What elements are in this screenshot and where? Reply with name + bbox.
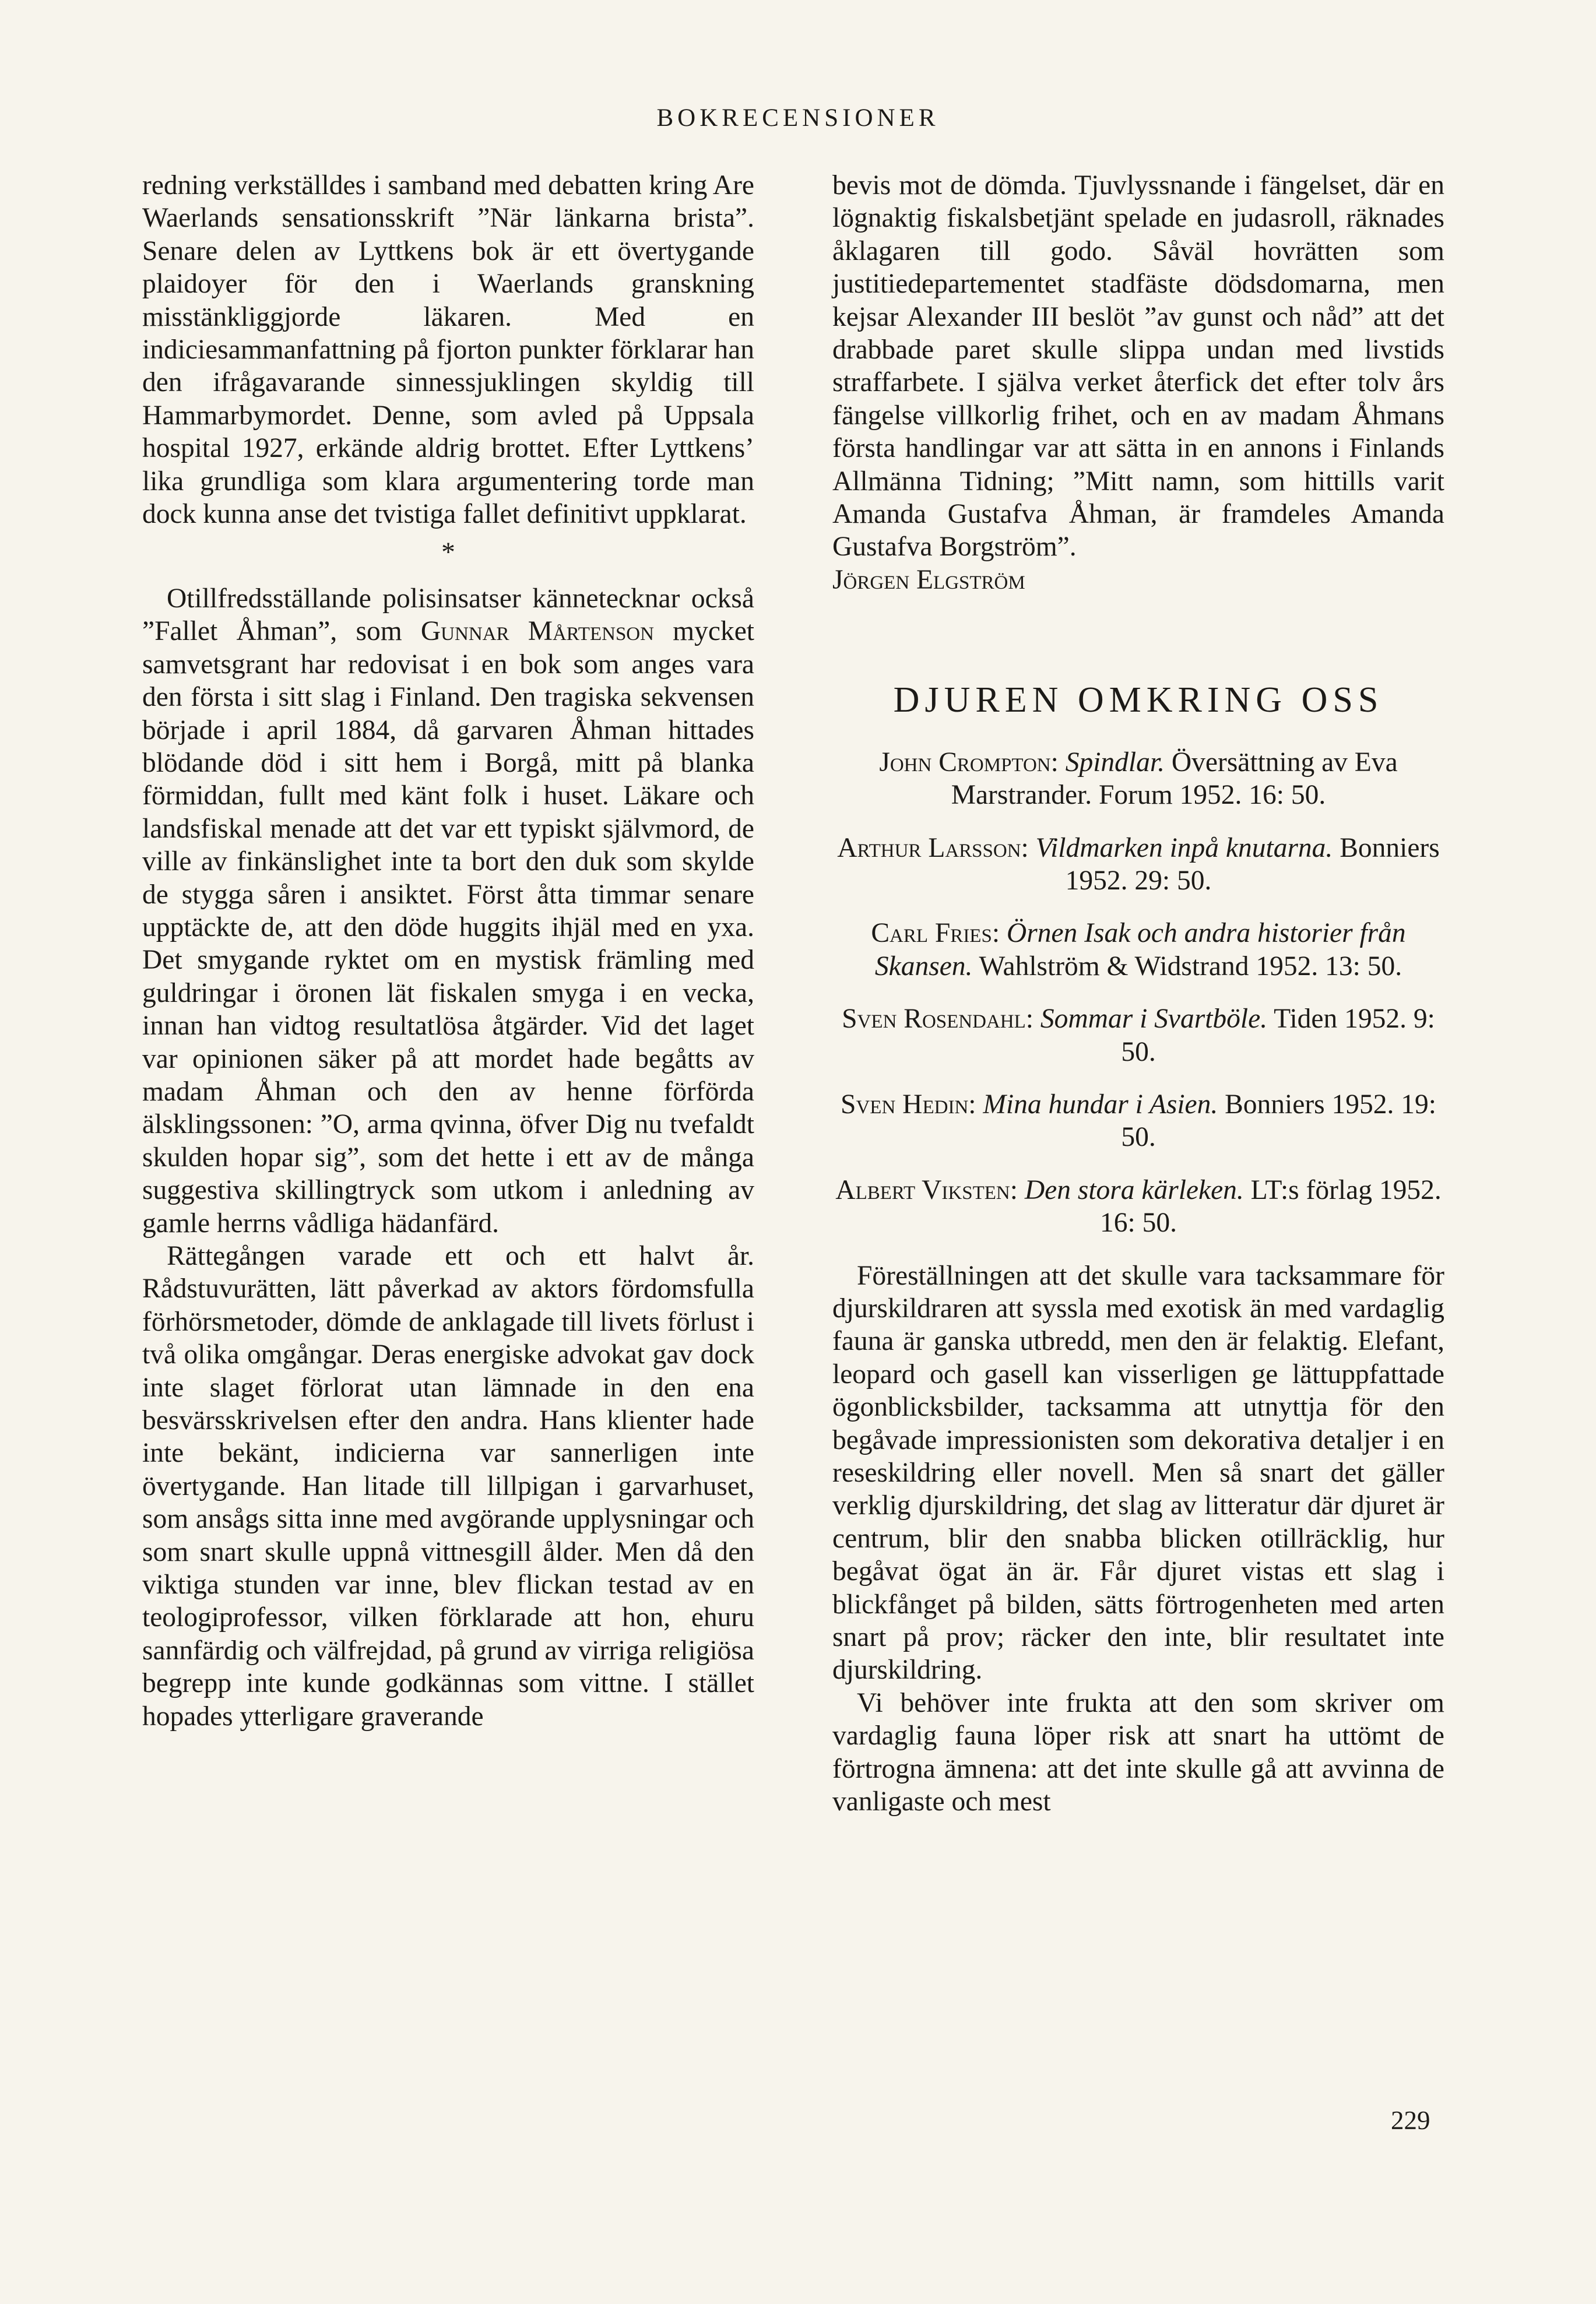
book-entry: Albert Viksten: Den stora kärleken. LT:s förlag 1952. 16: 50. — [835, 1174, 1442, 1239]
page-number: 229 — [1391, 2106, 1430, 2135]
book-author: Arthur Larsson — [837, 832, 1021, 863]
reviewed-author-name: Gunnar Mårtenson — [420, 616, 654, 647]
left-paragraph-3: Rättegången varade ett och ett halvt år. Rådstuvurätten, lätt påverkad av aktors fördomsfulla förhörsmetoder, dömde de anklagade till livets förlust i två olika omgångar. Deras energiske advokat gav dock inte slaget förlorat utan lämnade in den ena besvärsskrivelsen efter den andra. Hans klienter hade inte bekänt, indicierna var sannerligen inte övertygande. Han litade till lillpigan i garvarhuset, som ansågs sitta inne med avgörande upplysningar och som snart skulle uppnå vittnesgill ålder. Men då den viktiga stunden var inne, blev flickan testad av en teologiprofessor, vilken förklarade att hon, ehuru sannfärdig och välfrejdad, på grund av virriga religiösa begrepp inte kunde godkännas som vittne. I stället hopades ytterligare graverande — [142, 1241, 754, 1732]
book-details: Wahlström & Widstrand 1952. 13: 50. — [972, 951, 1402, 982]
book-title: Den stora kärleken. — [1024, 1174, 1244, 1205]
right-paragraph-3: Vi behöver inte frukta att den som skriver om vardaglig fauna löper risk att snart ha uttömt de förtrogna ämnena: att det inte skulle gå att avvinna de vanligaste och mest — [832, 1687, 1444, 1817]
book-details: Bonniers 1952. 19: 50. — [1121, 1089, 1436, 1153]
left-paragraph-2 — [142, 582, 754, 1240]
running-head: BOKRECENSIONER — [656, 104, 940, 132]
book-title: Vildmarken inpå knutarna. — [1035, 832, 1333, 863]
right-column — [832, 169, 1444, 1818]
left-column — [142, 169, 754, 1733]
book-entry: Arthur Larsson: Vildmarken inpå knutarna. Bonniers 1952. 29: 50. — [837, 832, 1440, 896]
book-details: Översättning av Eva Marstrander. Forum 1952. 16: 50. — [951, 747, 1398, 811]
book-entry: Carl Fries: Örnen Isak och andra historier från Skansen. Wahlström & Widstrand 1952. 13: 50. — [871, 918, 1406, 982]
book-entry: Sven Rosendahl: Sommar i Svartböle. Tiden 1952. 9: 50. — [842, 1004, 1435, 1067]
book-details: Bonniers 1952. 29: 50. — [1065, 832, 1440, 896]
book-title: Mina hundar i Asien. — [983, 1089, 1218, 1120]
book-author: Carl Fries — [871, 918, 992, 949]
book-title: Spindlar. — [1065, 747, 1165, 778]
book-author: Sven Hedin — [841, 1089, 969, 1120]
book-entry: Sven Hedin: Mina hundar i Asien. Bonniers 1952. 19: 50. — [841, 1089, 1436, 1153]
left-paragraph-2-text-a: Otillfredsställande polisinsatser kännetecknar också ”Fallet Åhman”, som — [142, 583, 754, 647]
book-author: Albert Viksten — [835, 1174, 1010, 1205]
right-paragraph-2: Föreställningen att det skulle vara tacksammare för djurskildraren att syssla med exotisk än med vardaglig fauna är ganska utbredd, men den är felaktig. Elefant, leopard och gasell kan visserligen ge lättuppfattade ögonblicksbilder, tacksamma att utnyttja för den begåvade impressionisten som dekorativa detaljer i en reseskildring eller novell. Men så snart det gäller verklig djurskildring, det slag av litteratur där djuret är centrum, blir den snabba blicken otillräcklig, hur begåvat ögat än är. Får djuret vistas ett slag i blickfånget på bilden, sätts förtrogenheten med arten snart på prov; räcker den inte, blir resultatet inte djurskildring. — [832, 1260, 1444, 1686]
signature-name: Jörgen Elgström — [832, 564, 1025, 595]
section-title: DJUREN OMKRING OSS — [893, 680, 1384, 720]
left-paragraph-1: redning verkställdes i samband med debatten kring Are Waerlands sensationsskrift ”När länkarna brista”. Senare delen av Lyttkens bok är ett övertygande plaidoyer för den i Waerlands granskning misstänkliggjorde läkaren. Med en indiciesammanfattning på fjorton punkter förklarar han den ifrågavarande sinnessjuklingen skyldig till Hammarbymordet. Denne, som avled på Uppsala hospital 1927, erkände aldrig brottet. Efter Lyttkens’ lika grundliga som klara argumentering torde man dock kunna anse det tvistiga fallet definitivt uppklarat. — [142, 170, 754, 530]
book-details: LT:s förlag 1952. 16: 50. — [1100, 1174, 1442, 1239]
book-title: Örnen Isak och andra historier från Skansen. — [874, 918, 1406, 982]
book-details: Tiden 1952. 9: 50. — [1121, 1004, 1435, 1067]
book-title: Sommar i Svartböle. — [1040, 1004, 1268, 1035]
review-signature — [832, 564, 1444, 596]
book-author: John Crompton — [879, 747, 1051, 778]
left-paragraph-2-text-b: mycket samvetsgrant har redovisat i en bok som anges vara den första i sitt slag i Finland. Den tragiska sekvensen började i april 1884, då garvaren Åhman hittades blödande död i sitt hem i Borgå, mitt på blanka förmiddan, fullt med känt folk i huset. Läkare och landsfiskal menade att det var ett typiskt självmord, de ville av finkänslighet inte ta bort den duk som skylde de stygga såren i ansiktet. Först åtta timmar senare upptäckte de, att den döde huggits ihjäl med en yxa. Det smygande ryktet om en mystisk främling med guldringar i öronen lät fiskalen smyga i en vecka, innan han vidtog resultatlösa åtgärder. Vid det laget var opinionen säker på att mordet hade begåtts av madam Åhman och den av henne förförda älsklingssonen: ”O, arma qvinna, öfver Dig nu tvefaldt skulden hopar sig”, som det hette i ett av de många suggestiva skillingtryck som utkom i anledning av gamle herrns vådliga hädanfärd. — [142, 616, 754, 1239]
book-list — [832, 746, 1444, 1240]
book-author: Sven Rosendahl — [842, 1004, 1026, 1035]
right-paragraph-1: bevis mot de dömda. Tjuvlyssnande i fängelset, där en lögnaktig fiskalsbetjänt spelade en judasroll, räknades åklagaren till godo. Såväl hovrätten som justitiedepartementet stadfäste dödsdomarna, men kejsar Alexander III beslöt ”av gunst och nåd” att det drabbade paret skulle slippa undan med livstids straffarbete. I själva verket återfick det efter tolv års fängelse villkorlig frihet, och en av madam Åhmans första handlingar var att sätta in en annons i Finlands Allmänna Tidning; ”Mitt namn, som hittills varit Amanda Gustafva Åhman, är framdeles Amanda Gustafva Borgström”. — [832, 170, 1444, 562]
section-separator-asterisk: * — [441, 537, 455, 568]
book-entry: John Crompton: Spindlar. Översättning av Eva Marstrander. Forum 1952. 16: 50. — [879, 747, 1398, 811]
